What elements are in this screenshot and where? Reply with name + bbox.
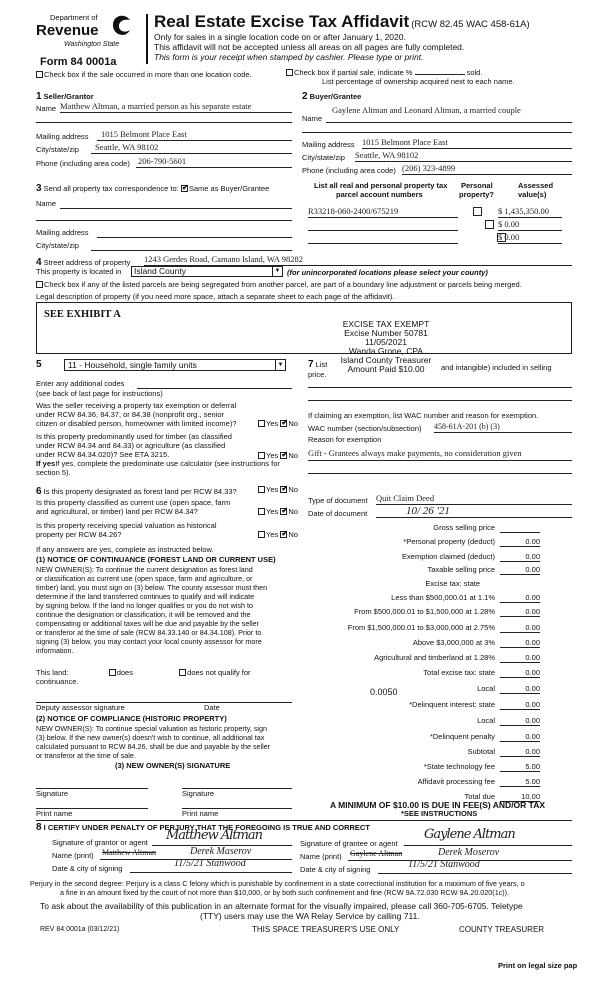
parcel-number-line-2 [308, 230, 458, 231]
state-text: Washington State [64, 41, 120, 48]
county-select[interactable] [131, 266, 283, 277]
grantee-name-2: Derek Moserov [438, 847, 500, 858]
fee-value[interactable]: 0.00 [500, 669, 540, 678]
notice-line: by signing below. If the land no longer qualifies or you do not wish to [36, 601, 253, 610]
parcel-number-field[interactable]: R33218-060-2400/675219 [308, 207, 458, 218]
fee-label: Excise tax: state [425, 579, 480, 588]
grantee-date: 11/5/21 Stanwood [408, 859, 480, 870]
parcel-number-line-3 [308, 243, 458, 244]
fee-value[interactable]: 10.00 [500, 793, 540, 802]
fee-label: *State technology fee [423, 762, 495, 771]
legal-size-note: Print on legal size pap [498, 961, 578, 970]
sec3-city-label: City/state/zip [36, 241, 79, 250]
notice-line: calculated pursuant to RCW 84.26, shall be due and payable by the seller [36, 742, 271, 751]
owner-name-label-1: Print name [36, 809, 73, 818]
exemption-no-checkbox[interactable] [280, 420, 287, 427]
grantor-date-field[interactable] [130, 858, 292, 873]
fee-label: Exemption claimed (deduct) [402, 552, 495, 561]
doc-type-field[interactable]: Quit Claim Deed [376, 494, 572, 505]
timber-yes-checkbox[interactable] [258, 452, 265, 459]
current-use-q-1: Is this property classified as current use (open space, farm [36, 498, 231, 507]
current-use-yes-label: Yes [266, 507, 279, 516]
notice-line: or transferor at the time of sale (RCW 84.33.140 or 84.34.108). Prior to [36, 628, 262, 637]
parcel-header-2: parcel account numbers [336, 190, 423, 199]
header-sub1: Only for sales in a single location code on or after January 1, 2020. [154, 32, 406, 42]
forest-no-label: No [288, 485, 298, 494]
section-3-text: Send all property tax correspondence to: [43, 184, 179, 193]
owner-name-label-2: Print name [182, 809, 219, 818]
exemption-yes-label: Yes [266, 419, 279, 428]
personal-header-1: Personal [461, 181, 493, 190]
revenue-text: Revenue [36, 22, 99, 39]
street-address-field[interactable]: 1243 Gerdes Road, Camano Island, WA 98282 [144, 255, 572, 266]
historic-yes-label: Yes [266, 530, 279, 539]
assessed-header-2: value(s) [518, 190, 547, 199]
does-not-qualify-label: does not qualify for [187, 668, 251, 677]
grantor-name-2: Derek Maserov [190, 846, 252, 857]
notice-line: NEW OWNER(S): To continue the current designation as forest land [36, 565, 253, 574]
partial-sale-checkbox[interactable] [286, 69, 293, 76]
local-rate: 0.0050 [370, 687, 398, 697]
fee-value[interactable]: 0.00 [500, 594, 540, 603]
fee-value[interactable]: 0.00 [500, 639, 540, 648]
agency-logo [36, 12, 136, 60]
alt-format-line-2: (TTY) users may use the WA Relay Service by calling 711. [200, 911, 420, 921]
sec7-price: price. [308, 370, 327, 379]
fee-label: *Delinquent penalty [429, 732, 495, 741]
fee-value[interactable]: 0.00 [500, 701, 540, 710]
sec3-addr-field[interactable] [97, 237, 292, 238]
grantee-name: Gaylene Altman [350, 849, 403, 858]
notice-1-title: (1) NOTICE OF CONTINUANCE (FOREST LAND OR CURRENT USE) [36, 555, 276, 564]
timber-q-4-text: If yes, complete the predominate use calculator (see instructions for [55, 459, 280, 468]
reason-label: Reason for exemption [308, 435, 382, 444]
forest-yes-checkbox[interactable] [258, 486, 265, 493]
forest-q [36, 486, 237, 498]
seller-name-field[interactable]: Matthew Altman, a married person as his separate estate [60, 102, 292, 113]
fee-row [300, 748, 570, 760]
codes-note: (see back of last page for instructions) [36, 389, 163, 398]
stamp-line-4: Wanda Grone, CPA [348, 346, 424, 356]
see-instructions: *SEE INSTRUCTIONS [401, 809, 478, 818]
title-rcw: (RCW 82.45 WAC 458-61A) [411, 19, 530, 30]
historic-yes-checkbox[interactable] [258, 531, 265, 538]
seller-phone-label: Phone (including area code) [36, 159, 130, 168]
forest-no-checkbox[interactable] [280, 486, 287, 493]
fee-row [300, 733, 570, 745]
land-use-value: 11 - Household, single family units [68, 360, 197, 370]
header-sub2: This affidavit will not be accepted unless all areas on all pages are fully completed. [154, 42, 465, 52]
minimum-note: A MINIMUM OF $10.00 IS DUE IN FEE(S) AND/OR TAX [330, 800, 546, 810]
notice-line: determine if the land transferred continues to qualify and will indicate [36, 592, 255, 601]
section-6-number: 6 [36, 486, 42, 497]
notice-2-body [36, 724, 270, 760]
current-use-no-label: No [288, 507, 298, 516]
sec3-name-line2 [36, 220, 292, 221]
buyer-name-field[interactable]: Gaylene Altman and Leonard Altman, a married couple [332, 105, 521, 115]
same-as-buyer-label: Same as Buyer/Grantee [188, 184, 270, 193]
sec3-name-label: Name [36, 199, 57, 208]
grantor-date-label: Date & city of signing [52, 864, 123, 873]
notice-line: NEW OWNER(S): To continue special valuation as historic property, sign [36, 724, 268, 733]
fee-value[interactable]: 0.00 [500, 685, 540, 694]
seller-city-label: City/state/zip [36, 145, 79, 154]
seller-phone-field[interactable]: 206-790-5601 [136, 157, 292, 168]
fee-value[interactable]: 0.00 [500, 748, 540, 757]
fee-label: From $1,500,000.01 to $3,000,000 at 2.75% [347, 623, 495, 632]
forest-q-text: Is this property designated as forest land per RCW 84.33? [43, 487, 237, 496]
personal-header-2: property? [459, 190, 495, 199]
historic-no-label: No [288, 530, 298, 539]
section-8-number: 8 [36, 822, 42, 833]
fee-row [300, 763, 570, 775]
forest-yes-no [258, 486, 298, 495]
grantee-signature: Gaylene Altman [424, 827, 515, 842]
this-land-label: This land: [36, 668, 69, 677]
fee-row [300, 553, 570, 565]
stamp-line-1: EXCISE TAX EXEMPT [342, 319, 430, 329]
parcel-header-1: List all real and personal property tax [314, 181, 448, 190]
section-3-heading [36, 183, 269, 195]
multi-location-label: Check box if the sale occurred in more than one location code. [44, 70, 252, 79]
fee-row [300, 639, 570, 651]
notice-1-body [36, 565, 267, 655]
buyer-title: Buyer/Grantee [309, 92, 362, 101]
sec3-city-field[interactable] [91, 250, 292, 251]
fee-label: Subtotal [467, 747, 495, 756]
perjury-text-1: Perjury in the second degree: Perjury is a class C felony which is punishable by confinement in a state correctional institution for a maximum of five years, o [30, 880, 525, 888]
fee-value[interactable]: 5.00 [500, 778, 540, 787]
notice-line: or classification as current use (open space, farm and agriculture, or [36, 574, 253, 583]
notice-line: compensating or additional taxes will be due and payable by the seller [36, 619, 259, 628]
section-7-number: 7 [308, 359, 314, 370]
seller-title: Seller/Grantor [43, 92, 94, 101]
exemption-q-1: Was the seller receiving a property tax exemption or deferral [36, 401, 237, 410]
seller-addr-label: Mailing address [36, 132, 89, 141]
sec8-divider [36, 820, 572, 821]
seller-addr-field[interactable]: 1015 Belmont Place East [97, 130, 292, 141]
section-7-row [308, 359, 327, 371]
unincorporated-note: (for unincorporated locations please select your county) [287, 268, 488, 277]
doc-date-field[interactable]: 10/ 26 '21 [376, 505, 572, 518]
assessed-value-3[interactable]: $ 0.00 [498, 233, 562, 244]
timber-no-checkbox[interactable] [280, 452, 287, 459]
section-4-number: 4 [36, 257, 42, 268]
current-use-yes-checkbox[interactable] [258, 508, 265, 515]
dept-text: Department of [50, 13, 98, 22]
sec7-line-2 [308, 400, 572, 401]
segregated-row [36, 281, 522, 290]
continuance-label: continuance. [36, 677, 79, 686]
partial-sale-percent-field[interactable] [415, 68, 465, 75]
fee-value[interactable]: 0.00 [500, 566, 540, 575]
notice-line: or transferor at the time of sale. [36, 751, 136, 760]
notice-line: continue the designation or classification, it will be removed and the [36, 610, 251, 619]
fee-label: Total due [464, 792, 495, 801]
fee-row [300, 717, 570, 729]
buyer-phone-label: Phone (including area code) [302, 166, 396, 175]
sec3-addr-label: Mailing address [36, 228, 89, 237]
section-2-number: 2 [302, 91, 308, 102]
buyer-city-label: City/state/zip [302, 153, 345, 162]
codes-label: Enter any additional codes [36, 379, 125, 388]
exhibit-text: SEE EXHIBIT A [44, 309, 121, 320]
seller-city-field[interactable]: Seattle, WA 98102 [91, 143, 292, 154]
historic-q-1: Is this property receiving special valuation as historical [36, 521, 217, 530]
fee-value[interactable]: 0.00 [500, 733, 540, 742]
seller-name-line2 [36, 122, 292, 123]
wac-label: WAC number (section/subsection) [308, 424, 422, 433]
notice-2-title: (2) NOTICE OF COMPLIANCE (HISTORIC PROPERTY) [36, 714, 227, 723]
legal-description-label: Legal description of property (if you need more space, attach a separate sheet to each page of the affidavit). [36, 292, 395, 301]
fee-label: Gross selling price [433, 523, 495, 532]
grantee-date-field[interactable] [378, 859, 572, 874]
alt-format-line-1: To ask about the availability of this publication in an alternate format for the visually impaired, please call 360-705-6705. Teletype [40, 901, 523, 911]
stamp-line-2: Excise Number 50781 [344, 328, 428, 338]
stamp-line-6: Amount Paid $10.00 [347, 364, 425, 374]
fee-label: Less than $500,000.01 at 1.1% [391, 593, 495, 602]
stamp-line-3: 11/05/2021 [365, 337, 407, 347]
notice-line: (3) below. If the new owner(s) doesn't wish to continue, all additional tax [36, 733, 265, 742]
historic-q-2: property per RCW 84.26? [36, 530, 122, 539]
fee-row [300, 685, 570, 697]
fee-row [300, 594, 570, 606]
exemption-no-label: No [288, 419, 298, 428]
grantor-name-label: Name (print) [52, 851, 94, 860]
forest-yes-label: Yes [266, 485, 279, 494]
fee-label: *Delinquent interest: state [409, 700, 495, 709]
page-title [154, 12, 530, 32]
does-not-qualify-checkbox[interactable] [179, 669, 186, 676]
fee-row [300, 538, 570, 550]
assessed-value-2[interactable]: $ 0.00 [498, 220, 562, 231]
form-number: Form 84 0001a [40, 56, 117, 68]
grantee-name-label: Name (print) [300, 852, 342, 861]
legal-description-box[interactable] [36, 302, 572, 354]
buyer-heading [302, 91, 361, 103]
does-checkbox[interactable] [109, 669, 116, 676]
fee-row [300, 566, 570, 578]
doc-type-label: Type of document [308, 496, 368, 505]
grantee-signature-field[interactable] [404, 827, 572, 846]
owner-signature-label-2: Signature [182, 789, 215, 798]
buyer-name-line2 [302, 132, 572, 133]
fee-value[interactable]: 0.00 [500, 553, 540, 562]
fee-value[interactable]: 0.00 [500, 717, 540, 726]
buyer-phone-field[interactable]: (206) 323-4899 [402, 164, 572, 175]
land-use-chevron-down-icon: ▼ [275, 360, 285, 370]
current-use-yes-no [258, 508, 298, 517]
same-as-buyer-checkbox[interactable] [181, 185, 188, 192]
buyer-name-line [326, 122, 572, 123]
grantee-date-label: Date & city of signing [300, 865, 371, 874]
section-1-number: 1 [36, 91, 42, 102]
buyer-city-field[interactable]: Seattle, WA 98102 [355, 151, 572, 162]
title-text: Real Estate Excise Tax Affidavit [154, 12, 410, 31]
doc-date-label: Date of document [308, 509, 368, 518]
fee-row [300, 624, 570, 636]
exemption-q-2: under RCW 84.36, 84.37, or 84.38 (nonprofit org., senior [36, 410, 225, 419]
ownership-note: List percentage of ownership acquired next to each name. [322, 77, 515, 86]
notice-3-title: (3) NEW OWNER(S) SIGNATURE [115, 761, 231, 770]
sec7-line-1 [308, 387, 572, 388]
wac-field[interactable]: 458-61A-201 (b) (3) [434, 422, 572, 433]
exempt-stamp [330, 320, 442, 374]
any-yes-note: If any answers are yes, complete as instructed below. [36, 545, 214, 554]
exemption-yes-no [258, 420, 298, 429]
fee-label: Affidavit processing fee [417, 777, 495, 786]
timber-no-label: No [288, 451, 298, 460]
fee-label: Above $3,000,000 at 3% [412, 638, 495, 647]
certify-text: I CERTIFY UNDER PENALTY OF PERJURY THAT THE FOREGOING IS TRUE AND CORRECT [43, 823, 370, 832]
seller-name-label: Name [36, 104, 57, 113]
personal-property-checkbox-2[interactable] [485, 220, 494, 229]
timber-q-4 [36, 460, 280, 469]
fee-row [300, 701, 570, 713]
fee-label: From $500,000.01 to $1,500,000 at 1.28% [354, 607, 495, 616]
exemption-yes-checkbox[interactable] [258, 420, 265, 427]
notice-line: timber) land, you must sign on (3) below. The county assessor must then [36, 583, 268, 592]
segregated-label: Check box if any of the listed parcels are being segregated from another parcel, are part of a boundary line adjustment or parcels being merged. [44, 280, 522, 289]
grantor-signature: Matthew Altman [166, 828, 263, 843]
fee-label: Local [477, 684, 495, 693]
located-in-label: This property is located in [36, 267, 122, 276]
timber-yes-label: Yes [266, 451, 279, 460]
header-divider [146, 14, 148, 64]
reason-line-2 [308, 473, 572, 474]
assessed-value-1[interactable]: $ 1,435,350.00 [498, 207, 562, 218]
deputy-date-label: Date [204, 703, 220, 712]
fee-row [300, 608, 570, 620]
fee-value[interactable]: 0.00 [500, 654, 540, 663]
notice-line: information. [36, 646, 74, 655]
fee-row [300, 778, 570, 790]
fee-label: Total excise tax: state [423, 668, 495, 677]
buyer-addr-label: Mailing address [302, 140, 355, 149]
section-5-number: 5 [36, 359, 42, 370]
current-use-no-checkbox[interactable] [280, 508, 287, 515]
grantor-signature-label: Signature of grantor or agent [52, 838, 148, 847]
timber-if-yes: If yes [36, 459, 56, 468]
personal-property-checkbox-1[interactable] [473, 207, 482, 216]
assessed-header-1: Assessed [518, 181, 554, 190]
fee-row [300, 524, 570, 536]
reason-field[interactable]: Gift - Grantees always make payments, no consideration given [308, 449, 572, 461]
perjury-line-2: a fine in an amount fixed by the court of not more than $10,000, or by both such confinement and fine (RCW 9A.72.030 RCW 9A.20.020(1c)). [60, 888, 510, 897]
fee-label: Agricultural and timberland at 1.28% [374, 653, 495, 662]
revision-code: REV 84 0001a (03/12/21) [40, 926, 120, 933]
fee-value[interactable]: 0.00 [500, 624, 540, 633]
fee-row [300, 580, 570, 592]
fee-value[interactable]: 0.00 [500, 538, 540, 547]
timber-q-5: section 5). [36, 468, 71, 477]
claim-exemption-label: If claiming an exemption, list WAC number and reason for exemption. [308, 411, 539, 420]
sold-label: sold. [466, 68, 483, 77]
fee-value[interactable] [500, 524, 540, 533]
exemption-q-3: citizen or disabled person, homeowner with limited income)? [36, 419, 237, 428]
county-treasurer-label: COUNTY TREASURER [459, 925, 545, 934]
grantor-date: 11/5/21 Stanwood [174, 858, 246, 869]
multi-location-row [36, 71, 252, 80]
header-sub3: This form is your receipt when stamped by cashier. Please type or print. [154, 52, 424, 62]
treasurer-use-label: THIS SPACE TREASURER'S USE ONLY [252, 925, 400, 934]
sec3-name-field[interactable] [60, 208, 292, 209]
timber-q-1: Is this property predominantly used for timber (as classified [36, 432, 232, 441]
partial-sale-label: Check box if partial sale, indicate % [294, 68, 413, 77]
fee-row [300, 669, 570, 681]
sec7-list: List [315, 360, 328, 369]
multi-location-checkbox[interactable] [36, 71, 43, 78]
does-label: does [116, 668, 133, 677]
fee-label: Taxable selling price [427, 565, 495, 574]
historic-yes-no [258, 531, 298, 540]
buyer-name-label: Name [302, 114, 323, 123]
segregated-checkbox[interactable] [36, 281, 43, 288]
stamp-line-5: Island County Treasurer [340, 355, 432, 365]
sec7-included: and intangible) included in selling [441, 363, 552, 372]
fee-label: *Personal property (deduct) [403, 537, 495, 546]
historic-no-checkbox[interactable] [280, 531, 287, 538]
section-3-number: 3 [36, 183, 42, 194]
current-use-q-2: and agricultural, or timber) land per RCW 84.34? [36, 507, 198, 516]
logo-swirl-icon [110, 14, 132, 40]
owner-signature-label-1: Signature [36, 789, 69, 798]
fee-value[interactable]: 5.00 [500, 763, 540, 772]
grantor-signature-field[interactable] [152, 830, 292, 846]
deputy-signature-label: Deputy assessor signature [36, 703, 125, 712]
grantee-signature-label: Signature of grantee or agent [300, 839, 398, 848]
notice-line: signing (3) below, you may contact your local county assessor for more [36, 637, 262, 646]
fee-row [300, 654, 570, 666]
county-select-value: Island County [134, 266, 186, 276]
timber-q-3: under RCW 84.34.020)? See ETA 3215. [36, 450, 170, 459]
street-label-text: Street address of property [43, 258, 131, 267]
fee-label: Local [477, 716, 495, 725]
grantor-name: Matthew Altman [102, 848, 156, 857]
land-use-select[interactable] [64, 359, 286, 371]
timber-q-2: under RCW 84.34 and 84.33) or agriculture (as classified [36, 441, 226, 450]
buyer-addr-field[interactable]: 1015 Belmont Place East [362, 138, 572, 149]
chevron-down-icon: ▼ [272, 267, 282, 276]
fee-value[interactable]: 0.00 [500, 608, 540, 617]
